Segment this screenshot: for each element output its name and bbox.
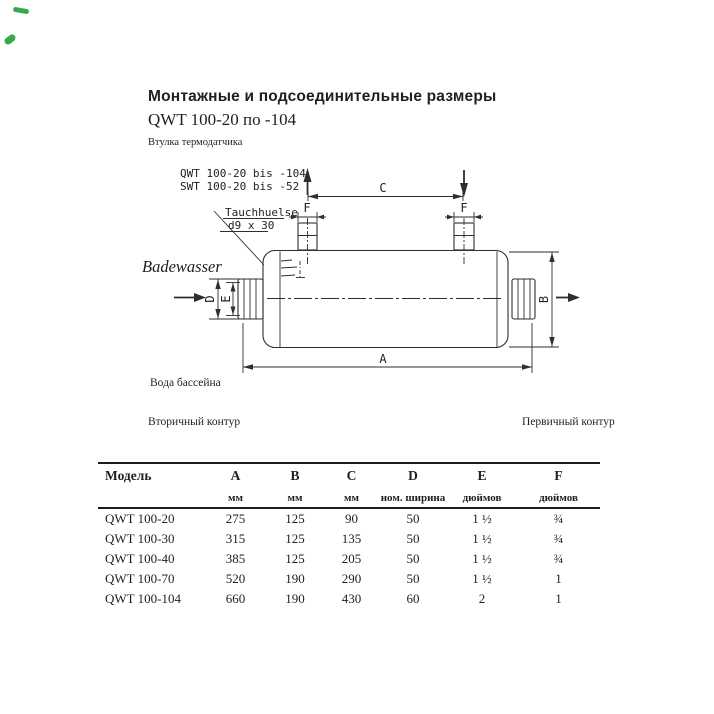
unit-b: мм — [287, 491, 303, 504]
cell-e: 1 ½ — [472, 551, 492, 566]
cell-e: 1 ½ — [472, 511, 492, 526]
dim-label-a: A — [379, 352, 387, 366]
table-row — [98, 549, 600, 569]
dim-label-c: C — [379, 181, 387, 195]
table-row — [98, 509, 600, 529]
cell-e: 1 ½ — [472, 571, 492, 586]
primary-connector-right — [454, 218, 474, 265]
diagram-model-line2: SWT 100-20 bis -52 — [180, 180, 300, 193]
cell-b: 125 — [285, 531, 305, 546]
table-header-row — [98, 464, 600, 488]
dim-label-d: D — [203, 295, 217, 303]
col-header-b: B — [290, 468, 300, 483]
cell-d: 50 — [406, 551, 420, 566]
cell-f: 1 — [555, 591, 562, 606]
cell-a: 385 — [225, 551, 246, 566]
bath-water-label: Badewasser — [142, 257, 222, 276]
dim-label-e: E — [219, 295, 233, 303]
page-title: Монтажные и подсоединительные размеры — [148, 88, 497, 105]
primary-circuit-label: Первичный контур — [522, 416, 615, 428]
dim-label-f: F — [460, 201, 468, 215]
thermo-sleeve-detail — [281, 260, 305, 278]
cell-e: 2 — [478, 591, 486, 606]
unit-c: мм — [344, 491, 359, 504]
cell-b: 190 — [285, 571, 305, 586]
table-units-row — [98, 488, 600, 509]
cell-d: 50 — [406, 571, 420, 586]
cell-f: ¾ — [553, 531, 564, 546]
dimensions-table — [98, 462, 600, 609]
cell-b: 125 — [285, 551, 305, 566]
cell-d: 60 — [406, 591, 420, 606]
cell-c: 430 — [341, 591, 362, 606]
cell-d: 50 — [406, 511, 420, 526]
cell-model: QWT 100-104 — [105, 591, 181, 606]
model-range-subtitle: QWT 100-20 по -104 — [148, 110, 297, 129]
cell-model: QWT 100-40 — [105, 551, 175, 566]
cell-model: QWT 100-30 — [105, 531, 175, 546]
secondary-connector-right — [512, 279, 535, 319]
diagram-model-line1: QWT 100-20 bis -104 — [180, 167, 306, 180]
exchanger-body — [263, 251, 508, 348]
sleeve-note — [214, 206, 298, 265]
cell-a: 315 — [225, 531, 246, 546]
secondary-connector-left — [238, 279, 263, 319]
col-header-d: D — [408, 468, 418, 483]
sleeve-note-line2: d9 x 30 — [228, 219, 275, 232]
unit-a: мм — [228, 491, 243, 504]
table-row — [98, 569, 600, 589]
cell-b: 190 — [285, 591, 305, 606]
unit-f: дюймов — [539, 491, 578, 504]
sleeve-note-line1: Tauchhuelse — [225, 206, 298, 219]
dimension-b — [509, 252, 559, 347]
secondary-circuit-label: Вторичный контур — [148, 416, 241, 428]
cell-a: 660 — [225, 591, 246, 606]
dim-label-f: F — [303, 201, 311, 215]
green-pen-mark — [13, 7, 30, 15]
col-header-model: Модель — [105, 468, 152, 483]
cell-d: 50 — [406, 531, 420, 546]
cell-e: 1 ½ — [472, 531, 492, 546]
cell-c: 135 — [341, 531, 362, 546]
col-header-e: E — [477, 468, 487, 483]
cell-a: 275 — [225, 511, 246, 526]
cell-f: 1 — [555, 571, 562, 586]
table-row — [98, 529, 600, 549]
col-header-c: C — [346, 468, 357, 483]
cell-c: 205 — [341, 551, 362, 566]
outlet-arrow-icon — [556, 293, 580, 302]
primary-connector-left — [298, 218, 317, 265]
dimension-e — [219, 283, 240, 316]
sensor-sleeve-label: Втулка термодатчика — [148, 137, 243, 148]
dimension-c — [308, 181, 463, 201]
green-pen-mark — [3, 33, 17, 46]
cell-model: QWT 100-70 — [105, 571, 175, 586]
unit-d: ном. ширина — [380, 491, 446, 504]
cell-c: 290 — [341, 571, 362, 586]
col-header-f: F — [554, 468, 563, 483]
flow-arrow-down-icon — [460, 170, 468, 197]
table-row — [98, 589, 600, 609]
cell-f: ¾ — [553, 511, 564, 526]
dim-label-b: B — [537, 295, 551, 304]
cell-f: ¾ — [553, 551, 564, 566]
cell-b: 125 — [285, 511, 305, 526]
inlet-arrow-icon — [174, 293, 206, 302]
cell-a: 520 — [225, 571, 246, 586]
heat-exchanger-diagram — [140, 155, 600, 415]
pool-water-label: Вода бассейна — [150, 377, 221, 389]
cell-model: QWT 100-20 — [105, 511, 175, 526]
unit-e: дюймов — [462, 491, 502, 504]
col-header-a: A — [230, 468, 241, 483]
cell-c: 90 — [345, 511, 358, 526]
